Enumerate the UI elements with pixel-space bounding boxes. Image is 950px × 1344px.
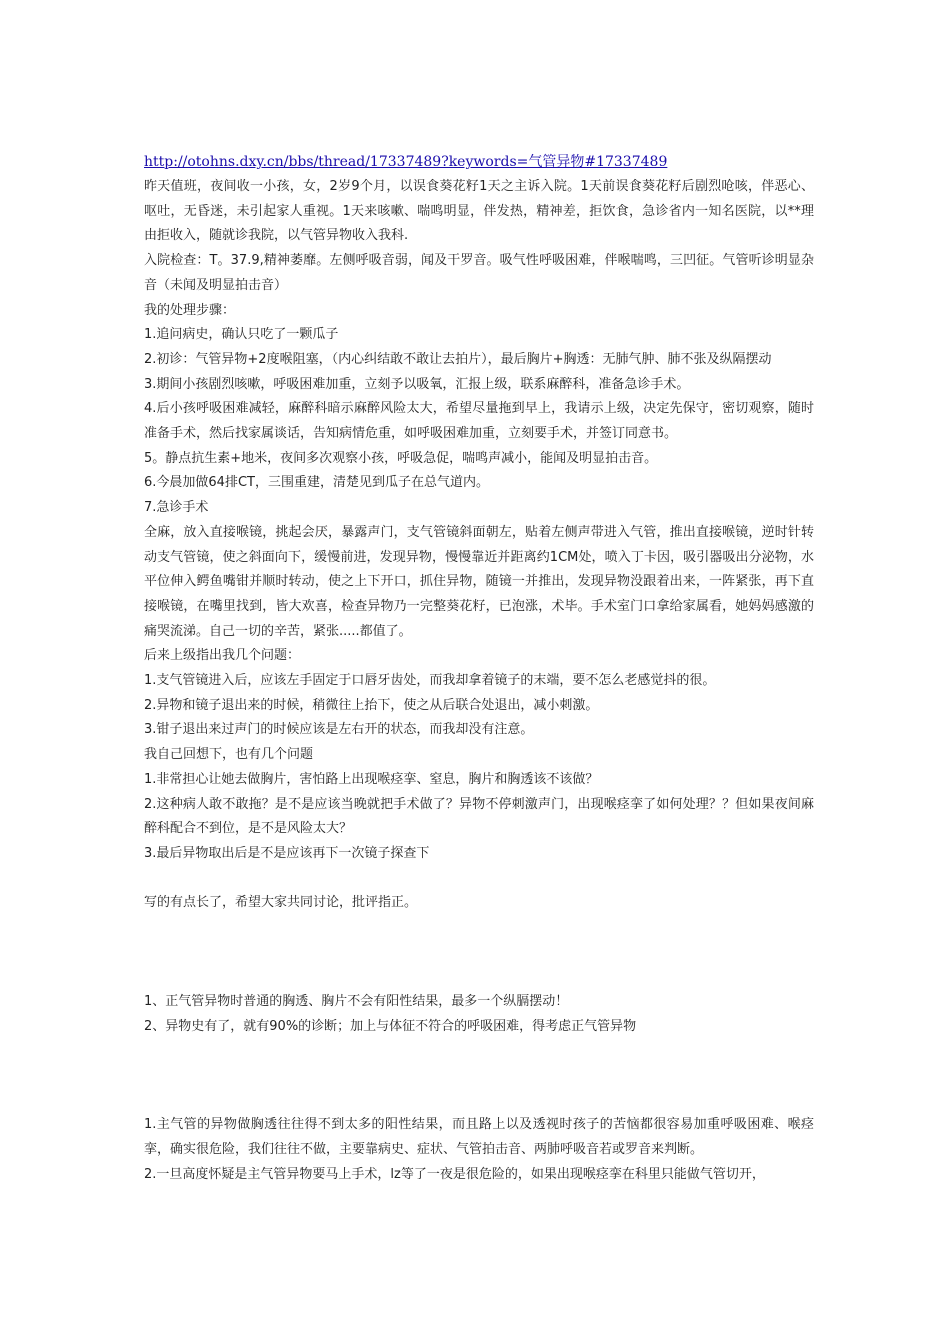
post-paragraph: 我的处理步骤： bbox=[144, 302, 236, 318]
reply-paragraph: 1、正气管异物时普通的胸透、胸片不会有阳性结果，最多一个纵膈摆动！ bbox=[144, 994, 569, 1010]
post-paragraph: 后来上级指出我几个问题： bbox=[144, 648, 301, 664]
post-paragraph: 1.追问病史，确认只吃了一颗瓜子 bbox=[144, 327, 339, 343]
document-page bbox=[144, 152, 814, 1188]
post-paragraph: 昨天值班，夜间收一小孩，女，2岁9个月，以误食葵花籽1天之主诉入院。1天前误食葵花籽后剧烈呛咳，伴恶心、呕吐，无昏迷，未引起家人重视。1天来咳嗽、喘鸣明显，伴发热，精神差，拒饮食，急诊省内一知名医院，以**理由拒收入，随就诊我院，以气管异物收入我科. bbox=[144, 179, 814, 244]
post-paragraph: 3.期间小孩剧烈咳嗽，呼吸困难加重，立刻予以吸氧，汇报上级，联系麻醉科，准备急诊手术。 bbox=[144, 376, 690, 392]
post-paragraph: 7.急诊手术 bbox=[144, 500, 209, 516]
post-paragraph: 2.这种病人敢不敢拖？是不是应该当晚就把手术做了？异物不停刺激声门，出现喉痉挛了如何处理？？但如果夜间麻醉科配合不到位，是不是风险太大？ bbox=[144, 796, 814, 837]
post-paragraph: 5。静点抗生素+地米，夜间多次观察小孩，呼吸急促，喘鸣声减小，能闻及明显拍击音。 bbox=[144, 450, 658, 466]
reply-two bbox=[144, 1113, 814, 1187]
spacer bbox=[144, 916, 814, 990]
post-body bbox=[144, 175, 814, 867]
source-link[interactable]: http://otohns.dxy.cn/bbs/thread/17337489?keywords=气管异物#17337489 bbox=[144, 154, 668, 170]
post-paragraph: 4.后小孩呼吸困难减轻，麻醉科暗示麻醉风险太大，希望尽量拖到早上，我请示上级，决定先保守，密切观察，随时准备手术，然后找家属谈话，告知病情危重，如呼吸困难加重，立刻要手术，并签订同意书。 bbox=[144, 401, 814, 442]
spacer bbox=[144, 1039, 814, 1113]
post-paragraph: 6.今晨加做64排CT，三围重建，清楚见到瓜子在总气道内。 bbox=[144, 475, 489, 491]
post-paragraph: 3.钳子退出来过声门的时候应该是左右开的状态，而我却没有注意。 bbox=[144, 722, 534, 738]
post-paragraph: 3.最后异物取出后是不是应该再下一次镜子探查下 bbox=[144, 845, 430, 861]
post-paragraph: 2.初诊：气管异物+2度喉阻塞，（内心纠结敢不敢让去拍片），最后胸片+胸透：无肺气肿、肺不张及纵隔摆动 bbox=[144, 351, 772, 367]
post-paragraph: 2.异物和镜子退出来的时候，稍微往上抬下，使之从后联合处退出，减小刺激。 bbox=[144, 697, 599, 713]
reply-one bbox=[144, 990, 814, 1039]
reply-paragraph: 2.一旦高度怀疑是主气管异物要马上手术，lz等了一夜是很危险的，如果出现喉痉挛在科里只能做气管切开， bbox=[144, 1166, 765, 1182]
post-paragraph: 1.非常担心让她去做胸片，害怕路上出现喉痉挛、窒息，胸片和胸透该不该做？ bbox=[144, 771, 599, 787]
reply-paragraph: 1.主气管的异物做胸透往往得不到太多的阳性结果，而且路上以及透视时孩子的苦恼都很容易加重呼吸困难、喉痉挛，确实很危险，我们往往不做，主要靠病史、症状、气管拍击音、两肺呼吸音若或罗音来判断。 bbox=[144, 1117, 814, 1158]
post-paragraph: 入院检查：T。37.9,精神萎靡。左侧呼吸音弱，闻及干罗音。吸气性呼吸困难，伴喉喘鸣，三凹征。气管听诊明显杂音（未闻及明显拍击音） bbox=[144, 253, 814, 293]
spacer bbox=[144, 867, 814, 892]
post-paragraph: 全麻，放入直接喉镜，挑起会厌，暴露声门，支气管镜斜面朝左，贴着左侧声带进入气管，推出直接喉镜，逆时针转动支气管镜，使之斜面向下，缓慢前进，发现异物，慢慢靠近并距离约1CM处，喷入丁卡因，吸引器吸出分泌物，水平位伸入鳄鱼嘴钳并顺时转动，使之上下开口，抓住异物，随镜一并推出，发现异物没跟着出来，一阵紧张，再下直接喉镜，在嘴里找到，皆大欢喜，检查异物乃一完整葵花籽，已泡涨，术毕。手术室门口拿给家属看，她妈妈感激的痛哭流涕。自己一切的辛苦，紧张.....都值了。 bbox=[144, 524, 814, 639]
closing-note: 写的有点长了，希望大家共同讨论，批评指正。 bbox=[144, 895, 418, 911]
post-paragraph: 1.支气管镜进入后，应该左手固定于口唇牙齿处，而我却拿着镜子的末端，要不怎么老感觉抖的很。 bbox=[144, 673, 716, 689]
reply-paragraph: 2、异物史有了，就有90%的诊断；加上与体征不符合的呼吸困难，得考虑正气管异物 bbox=[144, 1018, 637, 1034]
post-paragraph: 我自己回想下，也有几个问题 bbox=[144, 747, 314, 763]
